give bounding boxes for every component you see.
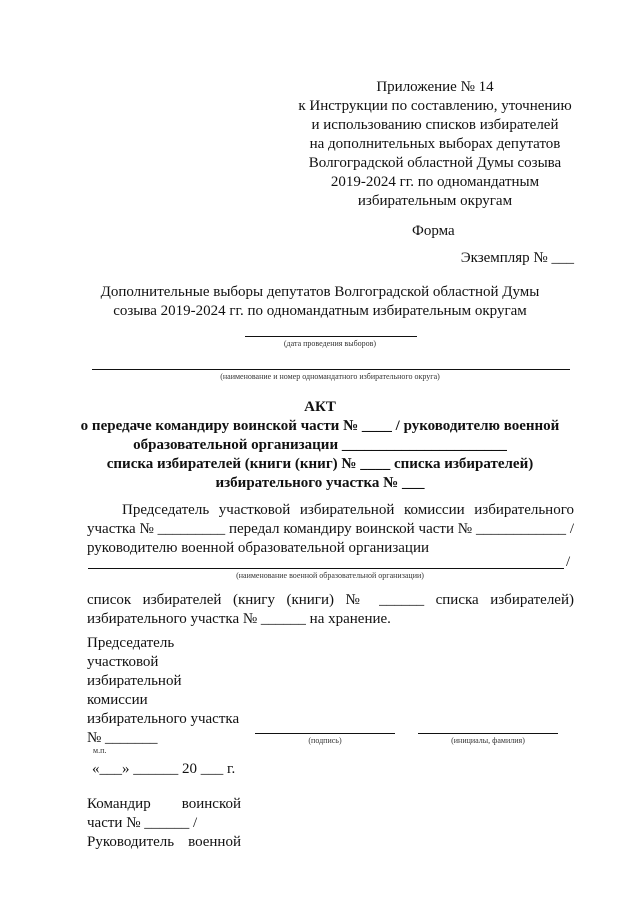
- appendix-line: избирательным округам: [357, 193, 513, 209]
- appendix-header: [290, 78, 580, 211]
- act-title-line: образовательной организации ______________________: [133, 437, 507, 453]
- chairman-line: избирательного участка: [87, 711, 240, 727]
- organization-caption: (наименование военной образовательной организации): [236, 571, 424, 580]
- commander-line: Руководитель военной: [87, 834, 241, 850]
- chairman-line: избирательной: [87, 673, 182, 689]
- appendix-line: Волгоградской областной Думы созыва: [308, 155, 562, 171]
- chairman-line: Председатель: [87, 635, 175, 651]
- chairman-block: [87, 634, 247, 748]
- signature-line: [255, 733, 395, 734]
- act-title: АКТ: [304, 399, 336, 415]
- body-line: список избирателей (книгу (книги) № ______ списка избирателей): [87, 592, 574, 608]
- district-line: [92, 369, 570, 370]
- body-line: участка № _________ передал командиру воинской части № ____________ /: [87, 521, 574, 537]
- commander-line: Командир воинской: [87, 796, 241, 812]
- appendix-line: и использованию списков избирателей: [311, 117, 559, 133]
- act-title-line: избирательного участка № ___: [215, 475, 425, 491]
- act-title-line: списка избирателей (книги (книг) № ____ списка избирателей): [106, 456, 534, 472]
- commander-line: части № ______ /: [87, 815, 198, 831]
- election-title-line: созыва 2019-2024 гг. по одномандатным избирательным округам: [113, 303, 527, 319]
- appendix-line: к Инструкции по составлению, уточнению: [298, 98, 572, 114]
- election-title-line: Дополнительные выборы депутатов Волгоградской областной Думы: [100, 284, 540, 300]
- appendix-line: Приложение № 14: [376, 79, 494, 95]
- organization-line: [88, 568, 564, 569]
- act-title-line: о передаче командиру воинской части № ____ / руководителю военной: [80, 418, 560, 434]
- stamp-label: м.п.: [93, 746, 107, 755]
- district-caption: (наименование и номер одномандатного избирательного округа): [220, 372, 440, 381]
- body-line: Председатель участковой избирательной комиссии избирательного: [122, 502, 574, 518]
- appendix-line: на дополнительных выборах депутатов: [309, 136, 561, 152]
- initials-line: [418, 733, 558, 734]
- signature-caption: (подпись): [308, 736, 342, 745]
- organization-slash: /: [566, 554, 571, 570]
- body-line: избирательного участка № ______ на хранение.: [87, 611, 391, 627]
- chairman-line: комиссии: [87, 692, 148, 708]
- election-date-caption: (дата проведения выборов): [283, 339, 377, 348]
- chairman-line: участковой: [87, 654, 159, 670]
- signing-date: «___» ______ 20 ___ г.: [92, 761, 236, 777]
- election-date-line: [245, 336, 417, 337]
- copy-number: Экземпляр № ___: [460, 250, 574, 266]
- appendix-line: 2019-2024 гг. по одномандатным: [330, 174, 540, 190]
- chairman-line: № _______: [87, 730, 158, 746]
- initials-caption: (инициалы, фамилия): [451, 736, 525, 745]
- body-line: руководителю военной образовательной организации: [87, 540, 429, 556]
- form-label: Форма: [412, 223, 455, 239]
